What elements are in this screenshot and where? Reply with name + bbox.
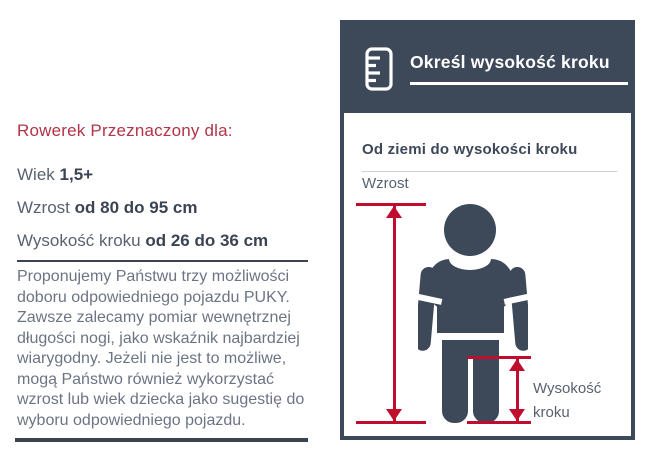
figure-torso bbox=[437, 285, 504, 333]
spec-height-label: Wzrost bbox=[17, 198, 70, 217]
spec-age-value: 1,5+ bbox=[59, 165, 94, 184]
spec-row-age bbox=[17, 165, 93, 185]
child-figure bbox=[418, 203, 528, 423]
spec-inseam-value: od 26 do 36 cm bbox=[145, 231, 269, 250]
height-label: Wzrost bbox=[362, 175, 409, 192]
panel-title: Określ wysokość kroku bbox=[410, 52, 610, 72]
left-divider-bottom bbox=[15, 438, 308, 442]
fit-description: Proponujemy Państwu trzy możliwości doboru odpowiedniego pojazdu PUKY. Zawsze zalecamy pomiar wewnętrznej długości nogi, jako wskaźnik najbardziej wiarygodny. Jeżeli nie jest to możliwe, mogą Państwo również wykorzystać wzrost lub wiek dziecka jako sugestię do wyboru odpowiedniego pojazdu. bbox=[17, 268, 305, 429]
inseam-label: Wysokość kroku bbox=[533, 380, 602, 421]
step-height-panel bbox=[340, 20, 635, 440]
figure-right-leg bbox=[473, 343, 499, 423]
height-arrow-line bbox=[393, 206, 396, 421]
height-arrow-bottom-cap bbox=[356, 421, 426, 424]
figure-head bbox=[444, 204, 496, 256]
diagram-subtitle: Od ziemi do wysokości kroku bbox=[362, 141, 578, 158]
height-arrow-head-down bbox=[386, 409, 402, 421]
figure-left-leg bbox=[442, 343, 468, 423]
subtitle-divider bbox=[362, 171, 617, 172]
spec-row-inseam bbox=[17, 231, 268, 251]
spec-height-value: od 80 do 95 cm bbox=[74, 198, 198, 217]
inseam-arrow-head-down bbox=[509, 409, 525, 421]
panel-title-underline bbox=[410, 52, 628, 85]
inseam-arrow-bottom-cap bbox=[467, 421, 531, 424]
figure-waist-band bbox=[437, 333, 504, 340]
panel-body bbox=[344, 113, 631, 436]
spec-age-label: Wiek bbox=[17, 165, 55, 184]
height-arrow-head-up bbox=[386, 206, 402, 218]
spec-inseam-label: Wysokość kroku bbox=[17, 231, 141, 250]
fit-heading: Rowerek Przeznaczony dla: bbox=[17, 121, 233, 140]
panel-header bbox=[344, 24, 631, 113]
inseam-arrow-head-up bbox=[509, 359, 525, 371]
spec-row-height bbox=[17, 198, 197, 218]
left-divider-top bbox=[17, 260, 308, 262]
ruler-icon bbox=[365, 47, 393, 91]
